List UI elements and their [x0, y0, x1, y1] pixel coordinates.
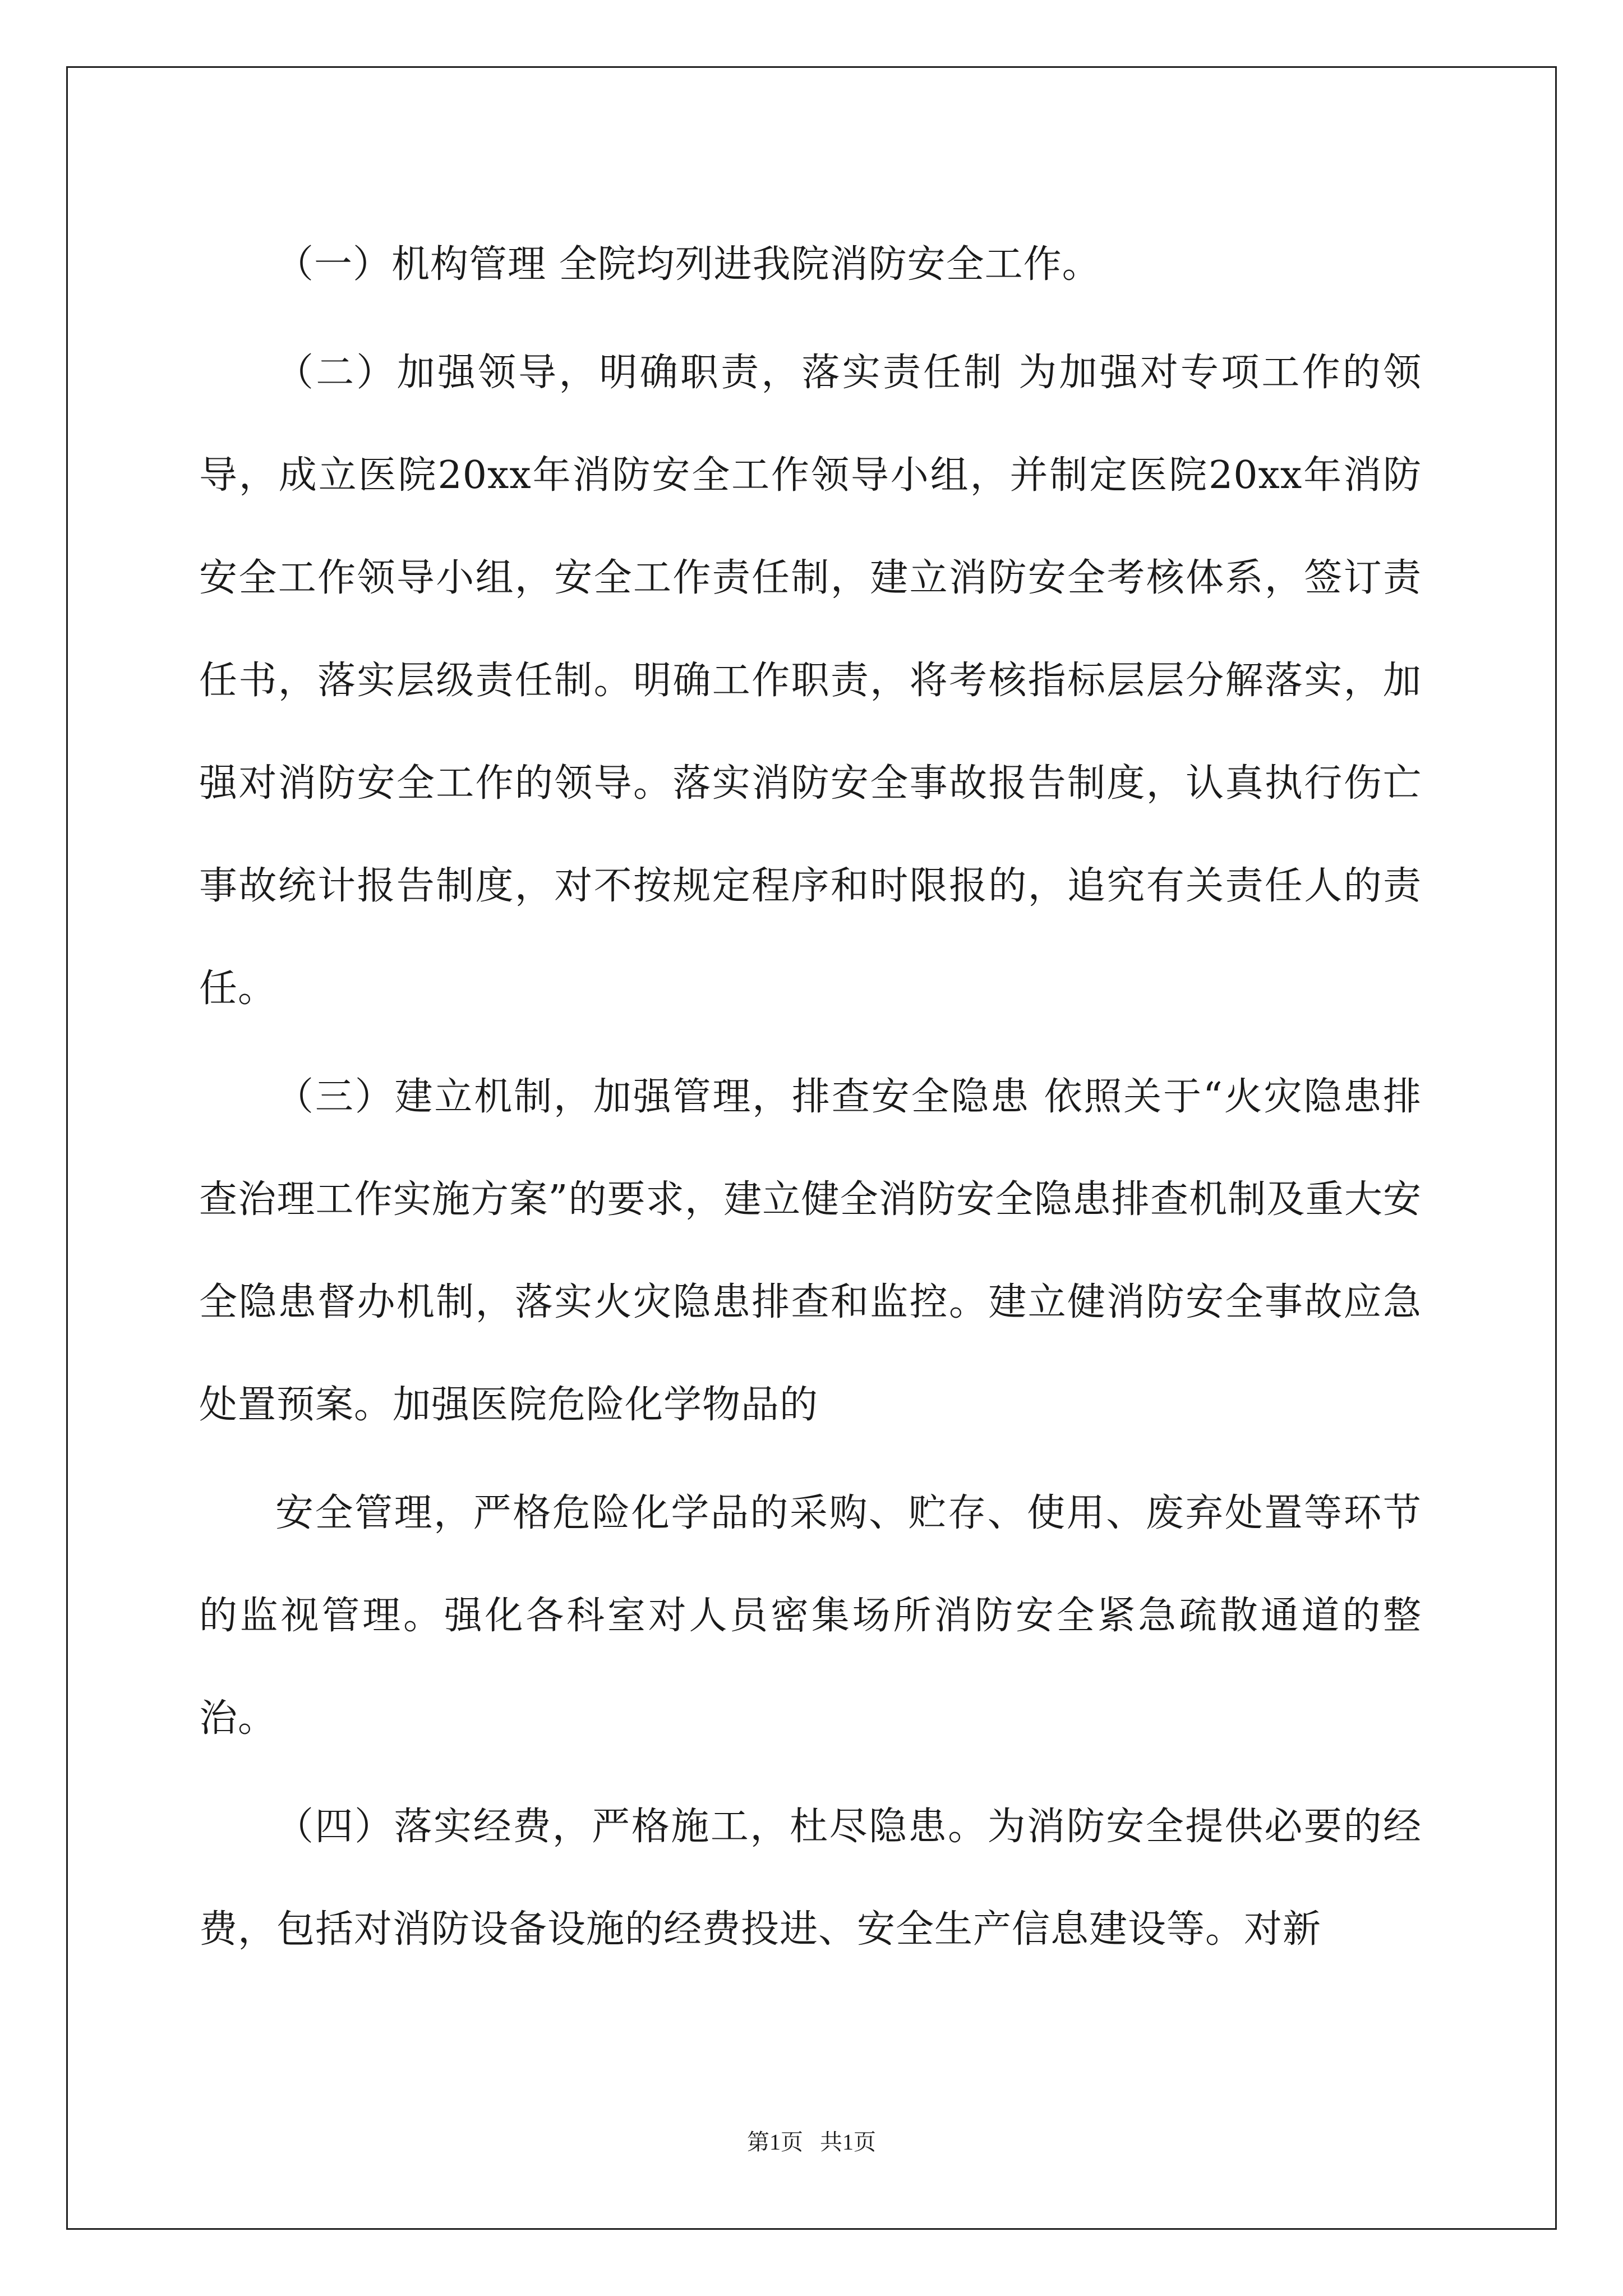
paragraph-4: 安全管理，严格危险化学品的采购、贮存、使用、废弃处置等环节的监视管理。强化各科室对人员密集场所消防安全紧急疏散通道的整治。 — [199, 1491, 1422, 1741]
paragraph-2: （二）加强领导，明确职责，落实责任制 为加强对专项工作的领导，成立医院20xx年消防安全工作领导小组，并制定医院20xx年消防安全工作领导小组，安全工作责任制，建立消防安全考核体系，签订责任书，落实层级责任制。明确工作职责，将考核指标层层分解落实，加强对消防安全工作的领导。落实消防安全事故报告制度，认真执行伤亡事故统计报告制度，对不按规定程序和时限报的，追究有关责任人的责任。 — [199, 351, 1422, 1011]
paragraph-5: （四）落实经费，严格施工，杜尽隐患。为消防安全提供必要的经费，包括对消防设备设施的经费投进、安全生产信息建设等。对新 — [199, 1805, 1422, 1952]
document-body — [199, 213, 1422, 1981]
paragraph-3: （三）建立机制，加强管理，排查安全隐患 依照关于“火灾隐患排查治理工作实施方案”的要求，建立健全消防安全隐患排查机制及重大安全隐患督办机制，落实火灾隐患排查和监控。建立健消防安全事故应急处置预案。加强医院危险化学物品的 — [199, 1075, 1422, 1427]
page-number: 第1页 共1页 — [747, 2129, 876, 2155]
page-footer — [0, 2129, 1623, 2156]
paragraph-1: （一）机构管理 全院均列进我院消防安全工作。 — [275, 242, 1101, 287]
